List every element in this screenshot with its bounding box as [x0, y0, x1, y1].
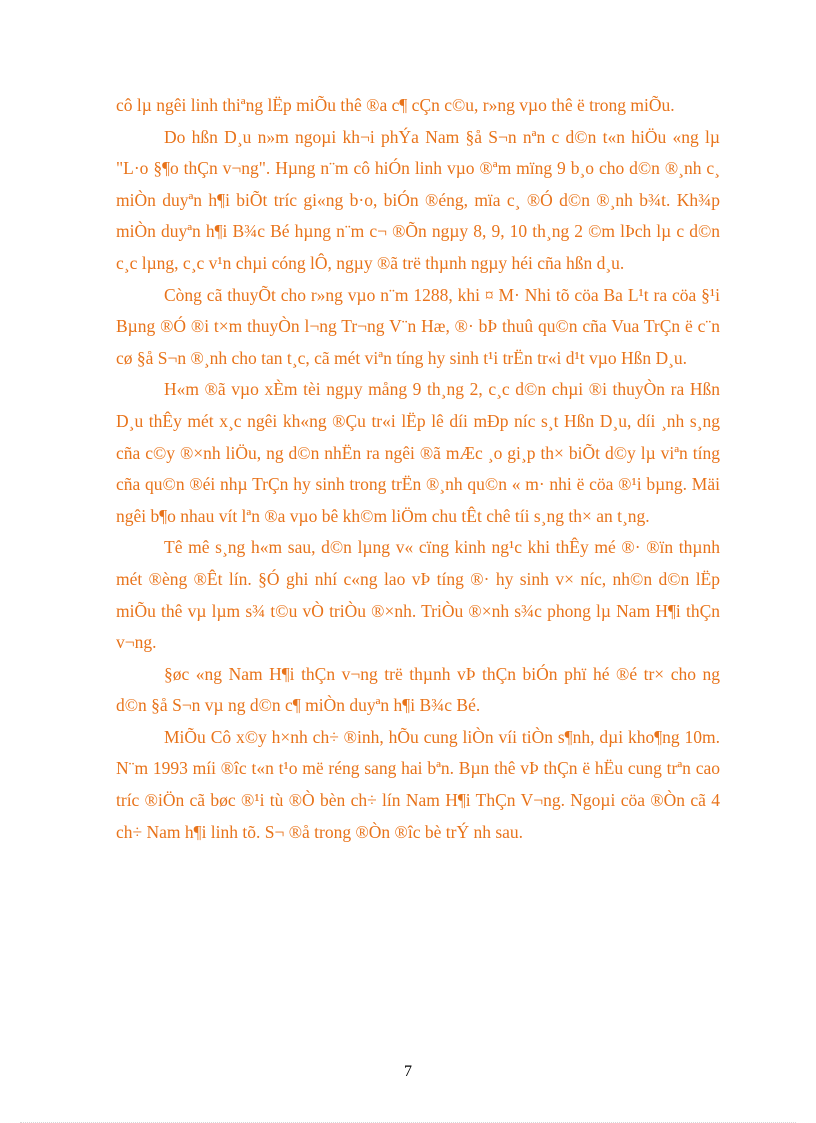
paragraph-continuation: cô lµ ngêi linh thiªng lËp miÕu thê ®a c¶ cÇn c©u, r»ng vµo thê ë trong miÕu.	[116, 95, 675, 115]
body-text	[116, 90, 720, 848]
paragraph: Còng cã thuyÕt cho r»ng vµo n¨m 1288, khi ¤ M· Nhi tõ cöa Ba L¹t ra cöa §¹i Bµng ®Ó ®i t×m thuyÒn l¬ng Tr¬ng V¨n Hæ, ®· bÞ thuû qu©n cña Vua TrÇn ë c¨n cø §å S¬n ®¸nh cho tan t¸c, cã mét viªn tíng hy sinh t¹i trËn tr«i d¹t vµo Hßn D¸u.	[116, 284, 720, 368]
paragraph: MiÕu Cô x©y h×nh ch÷ ®inh, hÕu cung liÒn víi tiÒn s¶nh, dµi kho¶ng 10m. N¨m 1993 míi ®îc t«n t¹o më réng sang hai bªn. Bµn thê vÞ thÇn ë hËu cung trªn cao tríc ®iÖn cã bøc ®¹i tù ®Ò bèn ch÷ lín Nam H¶i ThÇn V¬ng. Ngoµi cöa ®Òn cã 4 ch÷ Nam h¶i linh tõ. S¬ ®å trong ®Òn ®îc bè trÝ nh sau.	[116, 726, 720, 842]
paragraph: Do hßn D¸u n»m ngoµi kh¬i phÝa Nam §å S¬n nªn c d©n t«n hiÖu «ng lµ "L·o §¶o thÇn v¬ng". Hµng n¨m cô hiÓn linh vµo ®ªm mïng 9 b¸o cho d©n ®¸nh c¸ miÒn duyªn h¶i biÕt tríc gi«ng b·o, biÓn ®éng, mïa c¸ ®Ó d©n ®¸nh b¾t. Kh¾p miÒn duyªn h¶i B¾c Bé hµng n¨m c¬ ®Õn ngµy 8, 9, 10 th¸ng 2 ©m lÞch lµ c d©n c¸c lµng, c¸c v¹n chµi cóng lÔ, ngµy ®ã trë thµnh ngµy héi cña hßn d¸u.	[116, 126, 720, 273]
paragraph: §øc «ng Nam H¶i thÇn v¬ng trë thµnh vÞ thÇn biÓn phï hé ®é tr× cho ng d©n §å S¬n vµ ng d©n c¶ miÒn duyªn h¶i B¾c Bé.	[116, 663, 720, 716]
paragraph: H«m ®ã vµo xÈm tèi ngµy mång 9 th¸ng 2, c¸c d©n chµi ®i thuyÒn ra Hßn D¸u thÊy mét x¸c ngêi kh«ng ®Çu tr«i lËp lê díi mÐp níc s¸t Hßn D¸u, díi ¸nh s¸ng cña c©y ®×nh liÖu, ng d©n nhËn ra ngêi ®ã mÆc ¸o gi¸p th× biÕt d©y lµ viªn tíng cña qu©n ®éi nhµ TrÇn hy sinh trong trËn ®¸nh qu©n « m· nhi ë cöa ®¹i bµng. Mäi ngêi b¶o nhau vít lªn ®a vµo bê kh©m liÖm chu tÊt chê tíi s¸ng th× an t¸ng.	[116, 379, 720, 526]
paragraph: Tê mê s¸ng h«m sau, d©n lµng v« cïng kinh ng¹c khi thÊy mé ®· ®ïn thµnh mét ®èng ®Êt lín. §Ó ghi nhí c«ng lao vÞ tíng ®· hy sinh v× níc, nh©n d©n lËp miÕu thê vµ lµm s¾ t©u vÒ triÒu ®×nh. TriÒu ®×nh s¾c phong lµ Nam H¶i thÇn v¬ng.	[116, 537, 720, 653]
page-number: 7	[404, 1063, 412, 1080]
